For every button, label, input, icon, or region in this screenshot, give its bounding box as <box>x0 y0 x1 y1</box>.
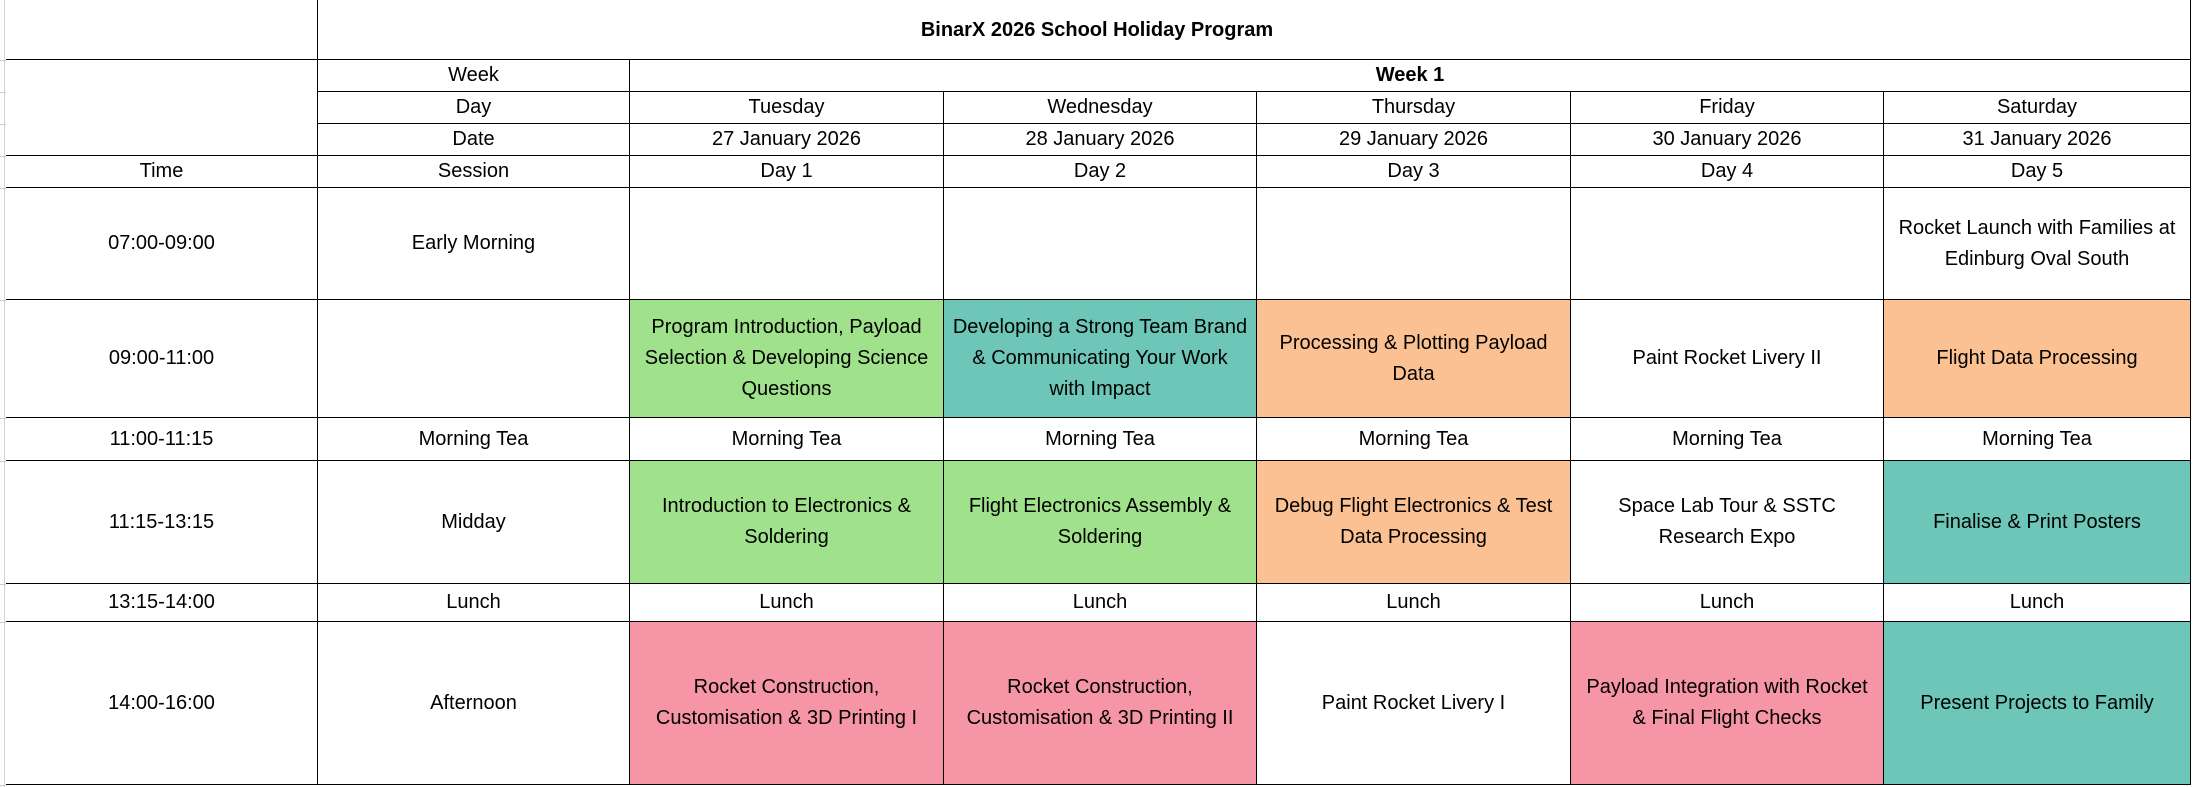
schedule-table <box>6 0 2191 785</box>
day-header-cell: Thursday <box>1257 92 1571 124</box>
time-cell: 13:15-14:00 <box>6 584 318 622</box>
schedule-cell: Finalise & Print Posters <box>1884 461 2191 584</box>
left-merged-cell <box>6 60 318 156</box>
day-number-cell: Day 4 <box>1571 156 1884 188</box>
session-cell: Morning Tea <box>318 418 630 461</box>
session-header-cell: Session <box>318 156 630 188</box>
page-title: BinarX 2026 School Holiday Program <box>920 18 1274 41</box>
day-number-cell: Day 2 <box>944 156 1257 188</box>
session-cell: Midday <box>318 461 630 584</box>
day-label-cell: Day <box>318 92 630 124</box>
schedule-cell: Lunch <box>1884 584 2191 622</box>
day-header-cell: Tuesday <box>630 92 944 124</box>
schedule-cell: Lunch <box>630 584 944 622</box>
schedule-cell: Present Projects to Family <box>1884 622 2191 785</box>
corner-cell <box>6 0 318 60</box>
day-number-cell: Day 3 <box>1257 156 1571 188</box>
schedule-cell: Introduction to Electronics & Soldering <box>630 461 944 584</box>
schedule-cell: Rocket Launch with Families at Edinburg Oval South <box>1884 188 2191 300</box>
session-cell: Afternoon <box>318 622 630 785</box>
schedule-cell: Payload Integration with Rocket & Final Flight Checks <box>1571 622 1884 785</box>
schedule-cell: Flight Data Processing <box>1884 300 2191 418</box>
day-header-cell: Friday <box>1571 92 1884 124</box>
time-cell: 07:00-09:00 <box>6 188 318 300</box>
time-cell: 09:00-11:00 <box>6 300 318 418</box>
time-cell: 11:00-11:15 <box>6 418 318 461</box>
day-header-cell: Saturday <box>1884 92 2191 124</box>
schedule-cell: Paint Rocket Livery I <box>1257 622 1571 785</box>
schedule-cell: Morning Tea <box>630 418 944 461</box>
schedule-cell: Morning Tea <box>944 418 1257 461</box>
date-cell: 30 January 2026 <box>1571 124 1884 156</box>
schedule-cell: Morning Tea <box>1884 418 2191 461</box>
schedule-cell <box>630 188 944 300</box>
date-cell: 29 January 2026 <box>1257 124 1571 156</box>
schedule-cell: Rocket Construction, Customisation & 3D Printing I <box>630 622 944 785</box>
schedule-cell: Space Lab Tour & SSTC Research Expo <box>1571 461 1884 584</box>
schedule-cell <box>1571 188 1884 300</box>
date-cell: 27 January 2026 <box>630 124 944 156</box>
schedule-cell: Morning Tea <box>1257 418 1571 461</box>
week-value-cell: Week 1 <box>630 60 2191 92</box>
day-header-cell: Wednesday <box>944 92 1257 124</box>
schedule-cell: Developing a Strong Team Brand & Communicating Your Work with Impact <box>944 300 1257 418</box>
day-number-cell: Day 5 <box>1884 156 2191 188</box>
sheet-gridline <box>4 0 5 787</box>
schedule-cell <box>944 188 1257 300</box>
time-cell: 14:00-16:00 <box>6 622 318 785</box>
date-label-cell: Date <box>318 124 630 156</box>
session-cell: Early Morning <box>318 188 630 300</box>
schedule-cell: Rocket Construction, Customisation & 3D Printing II <box>944 622 1257 785</box>
schedule-cell: Lunch <box>1257 584 1571 622</box>
schedule-cell: Flight Electronics Assembly & Soldering <box>944 461 1257 584</box>
schedule-cell <box>1257 188 1571 300</box>
schedule-cell: Program Introduction, Payload Selection & Developing Science Questions <box>630 300 944 418</box>
schedule-cell: Lunch <box>1571 584 1884 622</box>
week-label-cell: Week <box>318 60 630 92</box>
gridline-stub <box>0 785 6 786</box>
time-cell: 11:15-13:15 <box>6 461 318 584</box>
session-cell: Lunch <box>318 584 630 622</box>
schedule-cell: Lunch <box>944 584 1257 622</box>
schedule-cell: Debug Flight Electronics & Test Data Processing <box>1257 461 1571 584</box>
time-header-cell: Time <box>6 156 318 188</box>
schedule-cell: Paint Rocket Livery II <box>1571 300 1884 418</box>
title-cell <box>318 0 2191 60</box>
schedule-cell: Processing & Plotting Payload Data <box>1257 300 1571 418</box>
schedule-cell: Morning Tea <box>1571 418 1884 461</box>
session-cell <box>318 300 630 418</box>
day-number-cell: Day 1 <box>630 156 944 188</box>
date-cell: 28 January 2026 <box>944 124 1257 156</box>
date-cell: 31 January 2026 <box>1884 124 2191 156</box>
